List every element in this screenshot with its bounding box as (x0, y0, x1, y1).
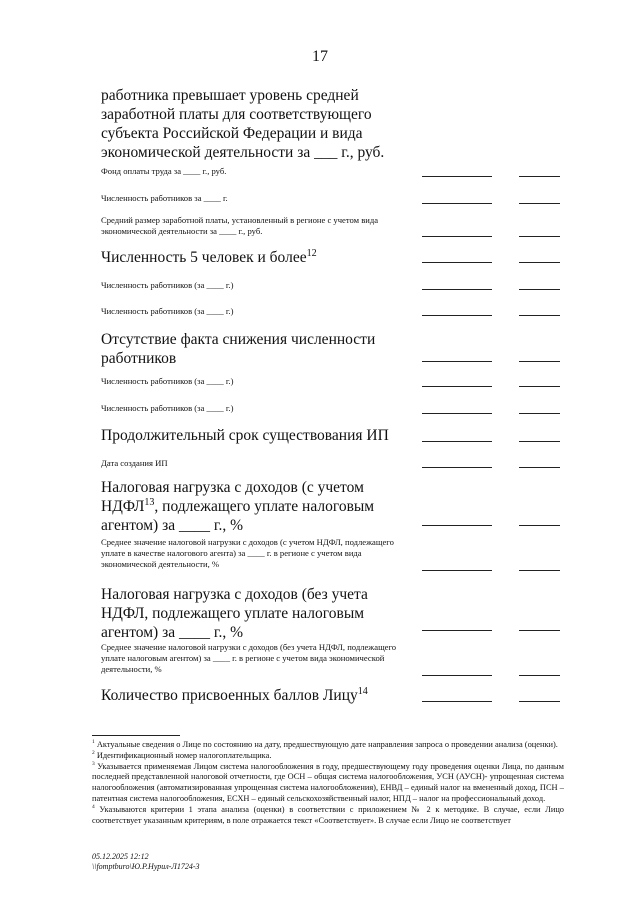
footnote-divider (92, 735, 180, 736)
criterion-item: Фонд оплаты труда за ____ г., руб. (101, 166, 227, 176)
value-blank-line (422, 289, 492, 290)
criterion-heading: Количество присвоенных баллов Лицу$^{14}$ (101, 685, 368, 704)
criterion-item: Среднее значение налоговой нагрузки с доходов (без учета НДФЛ, подлежащего уплате налоговым агентом) за ____ г. в регионе с учетом вида экономической деятельности, % (101, 642, 397, 674)
footnote: $^4$ Указываются критерии 1 этапа анализа (оценки) в соответствии с приложением № 2 к методике. В случае, если Лицо соответствует указанным критериям, в поле отражается текст «Соответствует». В случае если Лицо не соответствует (92, 803, 564, 825)
footnote-ref: 12 (306, 247, 317, 259)
document-stamp (92, 852, 392, 872)
value-blank-line (422, 262, 492, 263)
score-blank-line (519, 701, 560, 702)
value-blank-line (422, 236, 492, 237)
score-blank-line (519, 570, 560, 571)
value-blank-line (422, 315, 492, 316)
score-blank-line (519, 262, 560, 263)
footnote-number: 1 (92, 739, 95, 746)
value-blank-line (422, 413, 492, 414)
score-blank-line (519, 441, 560, 442)
stamp-path: \\fomptburo\Ю.Р.Нурил-Л1724-3 (92, 862, 200, 871)
criterion-item: Численность работников (за ____ г.) (101, 280, 234, 290)
criterion-item: Численность работников за ____ г. (101, 193, 228, 203)
criterion-item: Средний размер заработной платы, установленный в регионе с учетом вида экономической деятельности за ____ г., руб. (101, 215, 379, 236)
score-blank-line (519, 630, 560, 631)
value-blank-line (422, 441, 492, 442)
criterion-heading: Отсутствие факта снижения численности работников (101, 331, 376, 367)
value-blank-line (422, 630, 492, 631)
criterion-item: Среднее значение налоговой нагрузки с доходов (с учетом НДФЛ, подлежащего уплате в качестве налогового агента) за ____ г. в регионе с учетом вида экономической деятельности, % (101, 537, 394, 569)
footnote: $^3$ Указывается применяемая Лицом система налогообложения в году, предшествующему году проведения оценки Лица, по данным последней представленной налоговой отчетности, где ОСН – общая система налогообложения, УСН (АУСН)- упрощенная система налогообложения (автоматизированная упрощенная система налогообложения), ЕНВД – единый налог на вмененный доход, ПСН – патентная система налогообложения, ЕСХН – единый сельскохозяйственный налог, НПД – налог на профессиональный доход. (92, 760, 564, 803)
criterion-heading: Налоговая нагрузка с доходов (без учета НДФЛ, подлежащего уплате налоговым агентом) за ____ г., % (101, 586, 368, 641)
criterion-heading: Численность 5 человек и более$^{12}$ (101, 247, 317, 266)
value-blank-line (422, 675, 492, 676)
criterion-item: Дата создания ИП (101, 458, 168, 468)
score-blank-line (519, 361, 560, 362)
score-blank-line (519, 413, 560, 414)
value-blank-line (422, 525, 492, 526)
score-blank-line (519, 525, 560, 526)
value-blank-line (422, 386, 492, 387)
score-blank-line (519, 236, 560, 237)
page-number: 17 (312, 48, 328, 65)
footnote-ref: 13 (144, 496, 155, 508)
criterion-heading: Налоговая нагрузка с доходов (с учетом НДФЛ$^{13}$, подлежащего уплате налоговым агентом) за ____ г., % (101, 479, 375, 534)
score-blank-line (519, 176, 560, 177)
footnote-number: 2 (92, 750, 95, 756)
score-blank-line (519, 675, 560, 676)
value-blank-line (422, 570, 492, 571)
score-blank-line (519, 289, 560, 290)
value-blank-line (422, 467, 492, 468)
intro-paragraph: работника превышает уровень средней заработной платы для соответствующего субъекта Российской Федерации и вида экономической деятельности за ___ г., руб. (101, 87, 385, 161)
footnote-ref: 14 (357, 685, 368, 697)
value-blank-line (422, 361, 492, 362)
score-blank-line (519, 386, 560, 387)
score-blank-line (519, 203, 560, 204)
stamp-date: 05.12.2025 12:12 (92, 852, 149, 861)
footnote: $^1$ Актуальные сведения о Лице по состоянию на дату, предшествующую дате направления запроса о проведении анализа (оценки). (92, 739, 558, 749)
criterion-item: Численность работников (за ____ г.) (101, 306, 234, 316)
criterion-heading: Продолжительный срок существования ИП (101, 427, 389, 444)
score-blank-line (519, 315, 560, 316)
score-blank-line (519, 467, 560, 468)
value-blank-line (422, 701, 492, 702)
footnote: $^2$ Идентификационный номер налогоплательщика. (92, 750, 272, 760)
footnote-number: 3 (92, 760, 95, 767)
criterion-item: Численность работников (за ____ г.) (101, 376, 234, 386)
footnotes (92, 740, 564, 826)
footnote-number: 4 (92, 803, 95, 810)
criterion-item: Численность работников (за ____ г.) (101, 403, 234, 413)
value-blank-line (422, 203, 492, 204)
value-blank-line (422, 176, 492, 177)
